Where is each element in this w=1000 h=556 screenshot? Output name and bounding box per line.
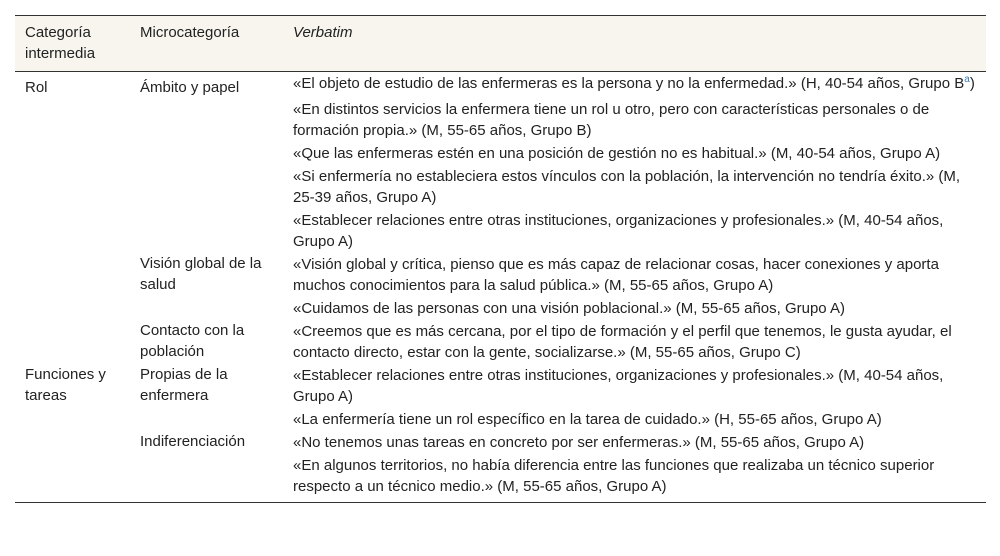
microcategory-cell: Propias de la enfermera bbox=[140, 366, 228, 404]
microcategory-cell bbox=[130, 454, 283, 503]
quote-cell: «Establecer relaciones entre otras instituciones, organizaciones y profesionales.» (M, 40-54 años, Grupo A) bbox=[293, 212, 944, 250]
header-verbatim: Verbatim bbox=[283, 16, 986, 72]
microcategory-cell bbox=[130, 165, 283, 209]
quote-cell: «En distintos servicios la enfermera tiene un rol u otro, pero con características personales o de formación propia.» (M, 55-65 años, Grupo B) bbox=[293, 101, 930, 139]
microcategory-cell bbox=[130, 142, 283, 165]
category-cell bbox=[15, 454, 130, 503]
quote-text-end: ) bbox=[969, 75, 975, 92]
category-cell bbox=[15, 142, 130, 165]
category-cell bbox=[15, 408, 130, 431]
category-cell bbox=[15, 209, 130, 253]
verbatim-table bbox=[15, 15, 986, 503]
quote-cell: «No tenemos unas tareas en concreto por ser enfermeras.» (M, 55-65 años, Grupo A) bbox=[293, 434, 865, 451]
microcategory-cell: Ámbito y papel bbox=[140, 79, 240, 96]
category-cell: Rol bbox=[25, 79, 48, 96]
quote-cell: «Si enfermería no estableciera estos vínculos con la población, la intervención no tendría éxito.» (M, 25-39 años, Grupo A) bbox=[293, 168, 961, 206]
table-row bbox=[15, 297, 986, 320]
table-row bbox=[15, 142, 986, 165]
header-categoria: Categoría intermedia bbox=[15, 16, 130, 72]
microcategory-cell: Indiferenciación bbox=[140, 433, 246, 450]
category-cell bbox=[15, 253, 130, 297]
microcategory-cell bbox=[130, 297, 283, 320]
table-row bbox=[15, 253, 986, 297]
quote-cell: «Establecer relaciones entre otras instituciones, organizaciones y profesionales.» (M, 40-54 años, Grupo A) bbox=[293, 367, 944, 405]
quote-cell bbox=[283, 72, 986, 99]
category-cell bbox=[15, 320, 130, 364]
quote-cell: «Que las enfermeras estén en una posición de gestión no es habitual.» (M, 40-54 años, Grupo A) bbox=[293, 145, 941, 162]
quote-cell: «Creemos que es más cercana, por el tipo de formación y el perfil que tenemos, le gusta ayudar, el contacto directo, estar con la gente, socializarse.» (M, 55-65 años, Grupo C) bbox=[293, 323, 952, 361]
microcategory-cell bbox=[130, 209, 283, 253]
footnote-link[interactable]: a bbox=[964, 74, 970, 85]
category-cell bbox=[15, 297, 130, 320]
microcategory-cell bbox=[130, 98, 283, 142]
quote-cell: «Visión global y crítica, pienso que es más capaz de relacionar cosas, hacer conexiones y aporta muchos conocimientos para la salud pública.» (M, 55-65 años, Grupo A) bbox=[293, 256, 939, 294]
table-row bbox=[15, 72, 986, 99]
table-row bbox=[15, 98, 986, 142]
table-row bbox=[15, 209, 986, 253]
quote-cell: «La enfermería tiene un rol específico en la tarea de cuidado.» (H, 55-65 años, Grupo A) bbox=[293, 411, 882, 428]
table-row bbox=[15, 364, 986, 408]
microcategory-cell: Visión global de la salud bbox=[140, 255, 262, 293]
quote-text: «El objeto de estudio de las enfermeras es la persona y no la enfermedad.» (H, 40-54 años, Grupo B bbox=[293, 75, 965, 92]
table-row bbox=[15, 454, 986, 503]
quote-cell: «En algunos territorios, no había diferencia entre las funciones que realizaba un técnico superior respecto a un técnico medio.» (M, 55-65 años, Grupo A) bbox=[283, 454, 986, 503]
table-row bbox=[15, 320, 986, 364]
table-row bbox=[15, 165, 986, 209]
category-cell bbox=[15, 98, 130, 142]
quote-cell: «Cuidamos de las personas con una visión poblacional.» (M, 55-65 años, Grupo A) bbox=[293, 300, 845, 317]
table-row bbox=[15, 431, 986, 454]
category-cell: Funciones y tareas bbox=[25, 366, 106, 404]
category-cell bbox=[15, 165, 130, 209]
microcategory-cell: Contacto con la población bbox=[140, 322, 245, 360]
microcategory-cell bbox=[130, 408, 283, 431]
header-microcategoria: Microcategoría bbox=[130, 16, 283, 72]
table-header-row bbox=[15, 16, 986, 72]
category-cell bbox=[15, 431, 130, 454]
table-row bbox=[15, 408, 986, 431]
